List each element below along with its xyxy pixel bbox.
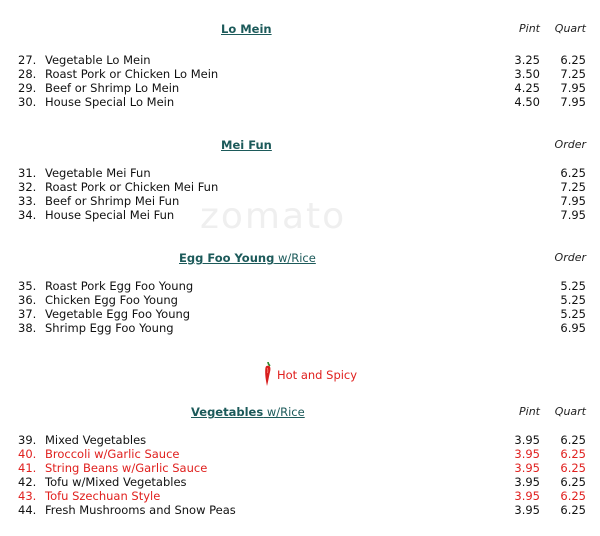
- col-head-quart: Quart: [554, 405, 586, 418]
- menu-item-42: [18, 475, 588, 489]
- item-number: 35.: [18, 279, 37, 293]
- item-price-pint: 3.95: [514, 489, 540, 503]
- item-name: Mixed Vegetables: [45, 433, 147, 447]
- menu-item-37: [18, 307, 588, 321]
- item-price-order: 6.95: [560, 321, 586, 335]
- section-title-text: Egg Foo Young: [179, 251, 275, 265]
- item-number: 43.: [18, 489, 37, 503]
- col-head-order: Order: [554, 138, 586, 151]
- item-name: House Special Mei Fun: [45, 208, 175, 222]
- item-price-quart: 6.25: [560, 433, 586, 447]
- item-number: 27.: [18, 53, 37, 67]
- item-number: 32.: [18, 180, 37, 194]
- menu-item-29: [18, 81, 588, 95]
- section-subtitle: w/Rice: [263, 405, 305, 419]
- menu-item-41: [18, 461, 588, 475]
- item-price-quart: 7.95: [560, 95, 586, 109]
- item-name: Vegetable Mei Fun: [45, 166, 151, 180]
- item-price-quart: 6.25: [560, 475, 586, 489]
- item-price-quart: 7.25: [560, 67, 586, 81]
- item-name: Vegetable Egg Foo Young: [45, 307, 191, 321]
- item-price-quart: 6.25: [560, 447, 586, 461]
- item-price-order: 7.95: [560, 208, 586, 222]
- item-number: 38.: [18, 321, 37, 335]
- item-price-order: 5.25: [560, 307, 586, 321]
- item-price-pint: 3.95: [514, 475, 540, 489]
- item-price-order: 5.25: [560, 293, 586, 307]
- menu-item-27: [18, 53, 588, 67]
- chili-pepper-icon: [262, 361, 274, 387]
- item-name: Roast Pork or Chicken Lo Mein: [45, 67, 219, 81]
- item-name: Tofu Szechuan Style: [45, 489, 161, 503]
- item-number: 37.: [18, 307, 37, 321]
- item-price-pint: 3.25: [514, 53, 540, 67]
- item-price-pint: 3.95: [514, 461, 540, 475]
- section-title-egg-foo-young: [179, 251, 316, 265]
- item-number: 40.: [18, 447, 37, 461]
- col-head-order: Order: [554, 251, 586, 264]
- col-head-quart: Quart: [554, 22, 586, 35]
- legend-label: Hot and Spicy: [277, 368, 358, 382]
- item-number: 30.: [18, 95, 37, 109]
- item-name: Broccoli w/Garlic Sauce: [45, 447, 180, 461]
- menu-item-31: [18, 166, 588, 180]
- item-price-pint: 3.95: [514, 503, 540, 517]
- item-number: 44.: [18, 503, 37, 517]
- item-price-pint: 3.95: [514, 433, 540, 447]
- item-price-pint: 4.25: [514, 81, 540, 95]
- item-price-order: 7.25: [560, 180, 586, 194]
- item-name: Fresh Mushrooms and Snow Peas: [45, 503, 236, 517]
- menu-item-43: [18, 489, 588, 503]
- item-name: Beef or Shrimp Mei Fun: [45, 194, 180, 208]
- item-price-pint: 3.95: [514, 447, 540, 461]
- item-name: Shrimp Egg Foo Young: [45, 321, 174, 335]
- col-head-pint: Pint: [519, 405, 540, 418]
- item-name: Beef or Shrimp Lo Mein: [45, 81, 180, 95]
- menu-item-40: [18, 447, 588, 461]
- item-number: 36.: [18, 293, 37, 307]
- item-name: Chicken Egg Foo Young: [45, 293, 178, 307]
- item-name: Roast Pork Egg Foo Young: [45, 279, 194, 293]
- item-name: Roast Pork or Chicken Mei Fun: [45, 180, 219, 194]
- menu-item-36: [18, 293, 588, 307]
- item-name: House Special Lo Mein: [45, 95, 175, 109]
- menu-item-33: [18, 194, 588, 208]
- menu-item-39: [18, 433, 588, 447]
- col-head-pint: Pint: [519, 22, 540, 35]
- item-name: Vegetable Lo Mein: [45, 53, 151, 67]
- item-price-order: 7.95: [560, 194, 586, 208]
- item-number: 42.: [18, 475, 37, 489]
- item-number: 31.: [18, 166, 37, 180]
- section-title-text: Vegetables: [191, 405, 264, 419]
- menu-item-34: [18, 208, 588, 222]
- item-number: 41.: [18, 461, 37, 475]
- menu-item-28: [18, 67, 588, 81]
- item-price-pint: 4.50: [514, 95, 540, 109]
- item-name: Tofu w/Mixed Vegetables: [45, 475, 187, 489]
- section-title-mei-fun: Mei Fun: [221, 138, 272, 152]
- section-subtitle: w/Rice: [274, 251, 316, 265]
- item-number: 29.: [18, 81, 37, 95]
- item-number: 39.: [18, 433, 37, 447]
- item-price-quart: 6.25: [560, 489, 586, 503]
- item-price-quart: 7.95: [560, 81, 586, 95]
- item-price-pint: 3.50: [514, 67, 540, 81]
- menu-item-32: [18, 180, 588, 194]
- item-price-order: 5.25: [560, 279, 586, 293]
- zomato-watermark: zomato: [200, 196, 347, 237]
- section-title-lo-mein: Lo Mein: [221, 22, 272, 36]
- section-title-vegetables: [191, 405, 305, 419]
- item-price-order: 6.25: [560, 166, 586, 180]
- menu-item-44: [18, 503, 588, 517]
- item-name: String Beans w/Garlic Sauce: [45, 461, 208, 475]
- menu-item-35: [18, 279, 588, 293]
- item-price-quart: 6.25: [560, 461, 586, 475]
- item-price-quart: 6.25: [560, 53, 586, 67]
- menu-item-38: [18, 321, 588, 335]
- item-number: 34.: [18, 208, 37, 222]
- item-price-quart: 6.25: [560, 503, 586, 517]
- item-number: 28.: [18, 67, 37, 81]
- menu-item-30: [18, 95, 588, 109]
- item-number: 33.: [18, 194, 37, 208]
